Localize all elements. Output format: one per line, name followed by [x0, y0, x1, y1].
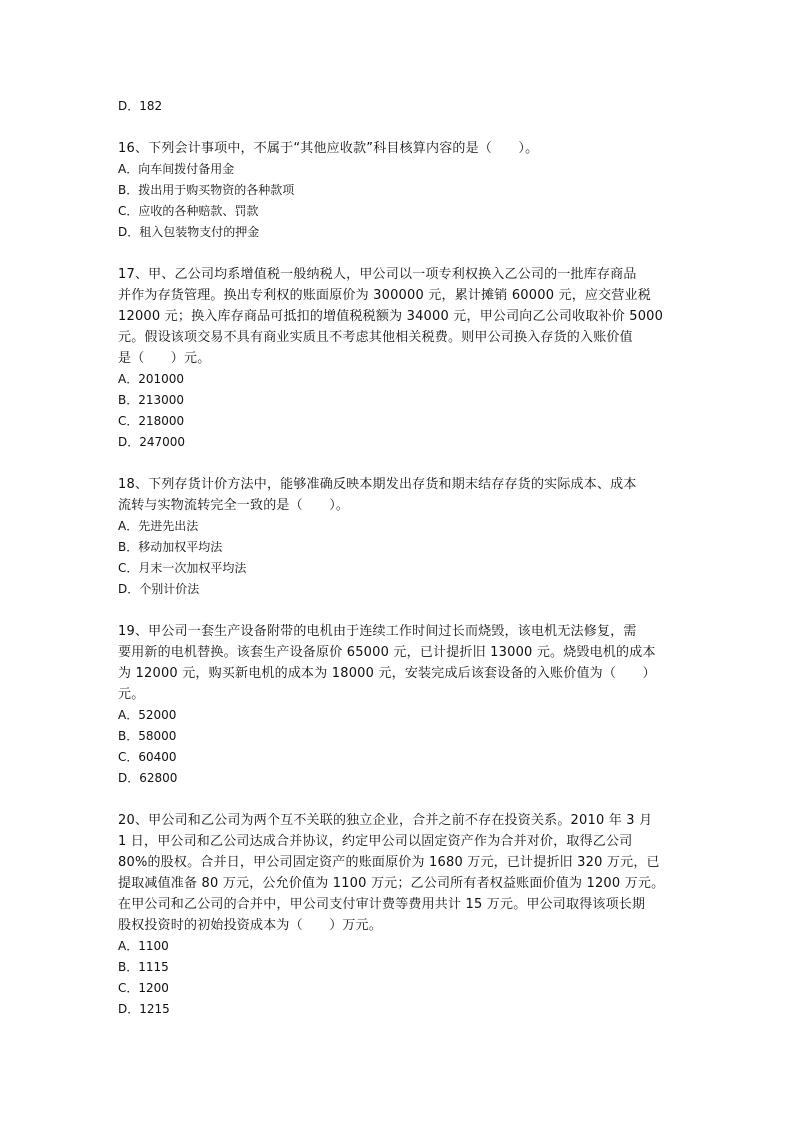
option-b: B．58000: [118, 729, 177, 743]
question-stem-line: 16、下列会计事项中，不属于“其他应收款”科目核算内容的是（ ）。: [118, 141, 539, 156]
question-17: [118, 264, 678, 453]
spacer: [118, 243, 678, 264]
question-19: [118, 621, 678, 789]
option-a: A．向车间拨付备用金: [118, 162, 235, 176]
option-c: C．月末一次加权平均法: [118, 561, 247, 575]
option-b: B．移动加权平均法: [118, 540, 223, 554]
question-stem-line: 1 日，甲公司和乙公司达成合并协议，约定甲公司以固定资产作为合并对价，取得乙公司: [118, 834, 633, 849]
question-stem-line: 流转与实物流转完全一致的是（ ）。: [118, 498, 350, 513]
option-d: D．租入包装物支付的押金: [118, 225, 260, 239]
option-b: B．拨出用于购买物资的各种款项: [118, 183, 295, 197]
spacer: [118, 600, 678, 621]
question-18: [118, 474, 678, 600]
question-stem-line: 18、下列存货计价方法中，能够准确反映本期发出存货和期末结存存货的实际成本、成本: [118, 477, 637, 492]
question-16: [118, 138, 678, 243]
option-b: B．1115: [118, 960, 169, 974]
option-c: C．应收的各种赔款、罚款: [118, 204, 259, 218]
question-stem-line: 并作为存货管理。换出专利权的账面原价为 300000 元，累计摊销 60000 元，应交营业税: [118, 288, 651, 303]
option-d: D．62800: [118, 771, 178, 785]
spacer: [118, 789, 678, 810]
question-stem-line: 元。: [118, 687, 145, 702]
question-stem-line: 80%的股权。合并日，甲公司固定资产的账面原价为 1680 万元，已计提折旧 320 万元，已: [118, 855, 660, 870]
question-20: [118, 810, 678, 1020]
question-stem-line: 20、甲公司和乙公司为两个互不关联的独立企业，合并之前不存在投资关系。2010 年 3 月: [118, 813, 653, 828]
option-d: D．个别计价法: [118, 582, 200, 596]
option-c: C．60400: [118, 750, 177, 764]
question-stem-line: 为 12000 元，购买新电机的成本为 18000 元，安装完成后该套设备的入账价值为（ ）: [118, 666, 656, 681]
spacer: [118, 453, 678, 474]
option-a: A．201000: [118, 372, 185, 386]
question-stem-line: 股权投资时的初始投资成本为（ ）万元。: [118, 918, 383, 933]
option-d: D．247000: [118, 435, 186, 449]
question-stem-line: 17、甲、乙公司均系增值税一般纳税人，甲公司以一项专利权换入乙公司的一批库存商品: [118, 267, 637, 282]
exam-page: [118, 96, 678, 1020]
option-d: D．182: [118, 99, 163, 113]
option-a: A．52000: [118, 708, 177, 722]
option-c: C．1200: [118, 981, 169, 995]
question-stem-line: 在甲公司和乙公司的合并中，甲公司支付审计费等费用共计 15 万元。甲公司取得该项长期: [118, 897, 646, 912]
question-stem-line: 元。假设该项交易不具有商业实质且不考虑其他相关税费。则甲公司换入存货的入账价值: [118, 330, 633, 345]
question-stem-line: 12000 元；换入库存商品可抵扣的增值税税额为 34000 元，甲公司向乙公司收取补价 5000: [118, 309, 664, 324]
question-stem-line: 要用新的电机替换。该套生产设备原价 65000 元，已计提折旧 13000 元。烧毁电机的成本: [118, 645, 656, 660]
question-stem-line: 19、甲公司一套生产设备附带的电机由于连续工作时间过长而烧毁，该电机无法修复，需: [118, 624, 637, 639]
option-d: D．1215: [118, 1002, 170, 1016]
option-c: C．218000: [118, 414, 185, 428]
option-a: A．先进先出法: [118, 519, 199, 533]
spacer: [118, 117, 678, 138]
option-b: B．213000: [118, 393, 185, 407]
question-stem-line: 提取减值准备 80 万元，公允价值为 1100 万元；乙公司所有者权益账面价值为 1200 万元。: [118, 876, 665, 891]
option-a: A．1100: [118, 939, 169, 953]
question-stem-line: 是（ ）元。: [118, 351, 211, 366]
question-15: [118, 96, 678, 117]
